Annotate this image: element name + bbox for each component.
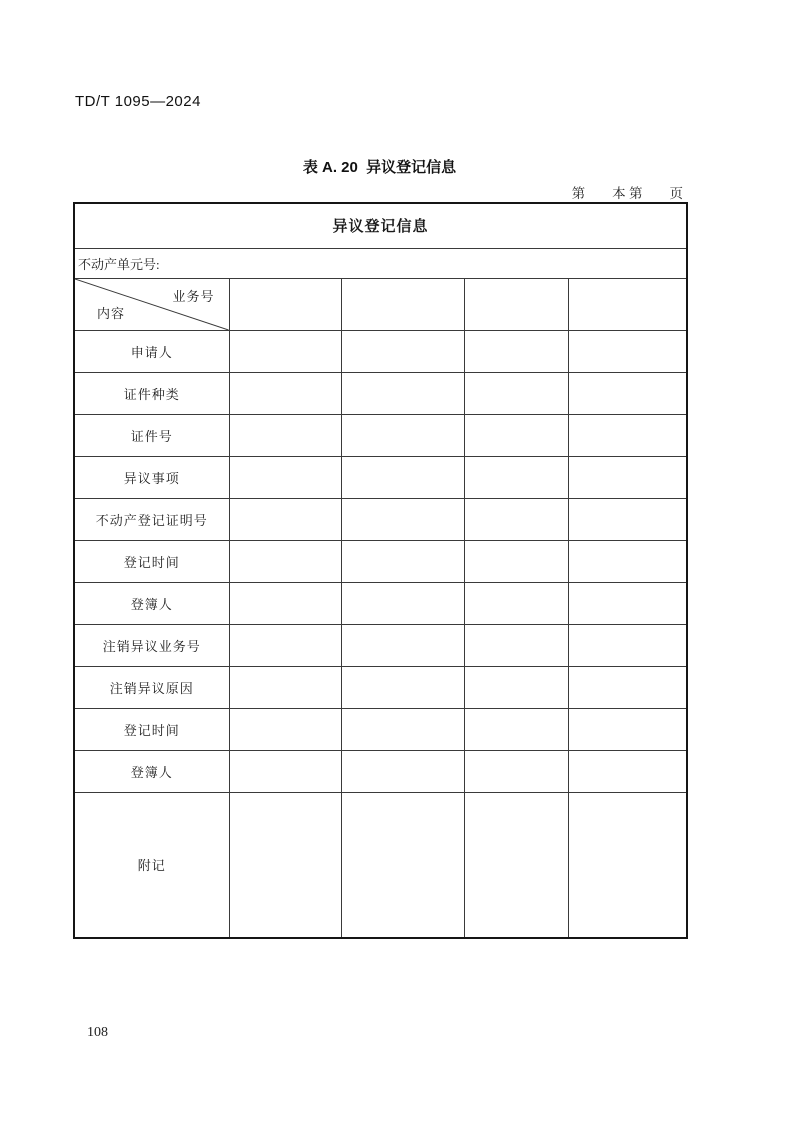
row-applicant <box>74 330 687 372</box>
row-label: 不动产登记证明号 <box>74 498 229 540</box>
value-cell <box>229 330 341 372</box>
value-cell <box>229 666 341 708</box>
row-label: 注销异议业务号 <box>74 624 229 666</box>
value-cell <box>464 498 568 540</box>
row-label: 登簿人 <box>74 750 229 792</box>
value-cell <box>568 624 687 666</box>
value-cell <box>229 540 341 582</box>
value-cell <box>568 456 687 498</box>
value-cell <box>341 456 464 498</box>
unit-number-label: 不动产单元号: <box>74 248 687 278</box>
value-cell <box>568 666 687 708</box>
row-label: 登簿人 <box>74 582 229 624</box>
value-cell <box>464 792 568 938</box>
business-no-cell <box>229 278 341 330</box>
row-registration-time-1 <box>74 540 687 582</box>
row-label: 登记时间 <box>74 540 229 582</box>
value-cell <box>464 414 568 456</box>
value-cell <box>341 624 464 666</box>
value-cell <box>229 624 341 666</box>
value-cell <box>341 330 464 372</box>
value-cell <box>229 414 341 456</box>
value-cell <box>568 498 687 540</box>
value-cell <box>464 624 568 666</box>
row-id-number <box>74 414 687 456</box>
value-cell <box>464 456 568 498</box>
row-objection-matter <box>74 456 687 498</box>
standard-number: TD/T 1095—2024 <box>75 93 201 110</box>
row-label: 证件号 <box>74 414 229 456</box>
value-cell <box>341 498 464 540</box>
row-cancellation-business-no <box>74 624 687 666</box>
value-cell <box>229 582 341 624</box>
value-cell <box>464 708 568 750</box>
registration-form-table <box>73 202 686 939</box>
value-cell <box>464 750 568 792</box>
value-cell <box>568 708 687 750</box>
table-caption: 表 A. 20 异议登记信息 <box>302 159 457 176</box>
value-cell <box>568 372 687 414</box>
row-certificate-number <box>74 498 687 540</box>
row-registrar-1 <box>74 582 687 624</box>
row-label: 申请人 <box>74 330 229 372</box>
corner-label-content: 内容 <box>97 305 126 321</box>
corner-label-business-number: 业务号 <box>172 288 215 304</box>
value-cell <box>568 330 687 372</box>
row-label: 注销异议原因 <box>74 666 229 708</box>
value-cell <box>464 582 568 624</box>
value-cell <box>341 666 464 708</box>
value-cell <box>341 372 464 414</box>
row-registrar-2 <box>74 750 687 792</box>
unit-number-row <box>74 248 687 278</box>
value-cell <box>568 414 687 456</box>
page-number: 108 <box>87 1025 108 1040</box>
value-cell <box>464 330 568 372</box>
business-no-cell <box>464 278 568 330</box>
business-no-cell <box>341 278 464 330</box>
row-label: 登记时间 <box>74 708 229 750</box>
value-cell <box>341 708 464 750</box>
table-title: 异议登记信息 <box>74 203 687 248</box>
sheet-page-indicator: 第 本 第 页 <box>571 186 683 201</box>
value-cell <box>464 666 568 708</box>
value-cell <box>229 708 341 750</box>
value-cell <box>229 498 341 540</box>
value-cell <box>568 540 687 582</box>
row-cancellation-reason <box>74 666 687 708</box>
row-label: 证件种类 <box>74 372 229 414</box>
value-cell <box>229 456 341 498</box>
value-cell <box>341 792 464 938</box>
value-cell <box>341 540 464 582</box>
value-cell <box>229 750 341 792</box>
row-label: 附记 <box>74 792 229 938</box>
column-header-row <box>74 278 687 330</box>
row-label: 异议事项 <box>74 456 229 498</box>
value-cell <box>464 372 568 414</box>
value-cell <box>341 582 464 624</box>
value-cell <box>229 792 341 938</box>
row-registration-time-2 <box>74 708 687 750</box>
value-cell <box>464 540 568 582</box>
value-cell <box>568 750 687 792</box>
value-cell <box>568 792 687 938</box>
corner-header-cell <box>74 278 229 330</box>
row-remarks <box>74 792 687 938</box>
table-header-row <box>74 203 687 248</box>
value-cell <box>341 750 464 792</box>
row-id-type <box>74 372 687 414</box>
business-no-cell <box>568 278 687 330</box>
value-cell <box>568 582 687 624</box>
value-cell <box>229 372 341 414</box>
value-cell <box>341 414 464 456</box>
